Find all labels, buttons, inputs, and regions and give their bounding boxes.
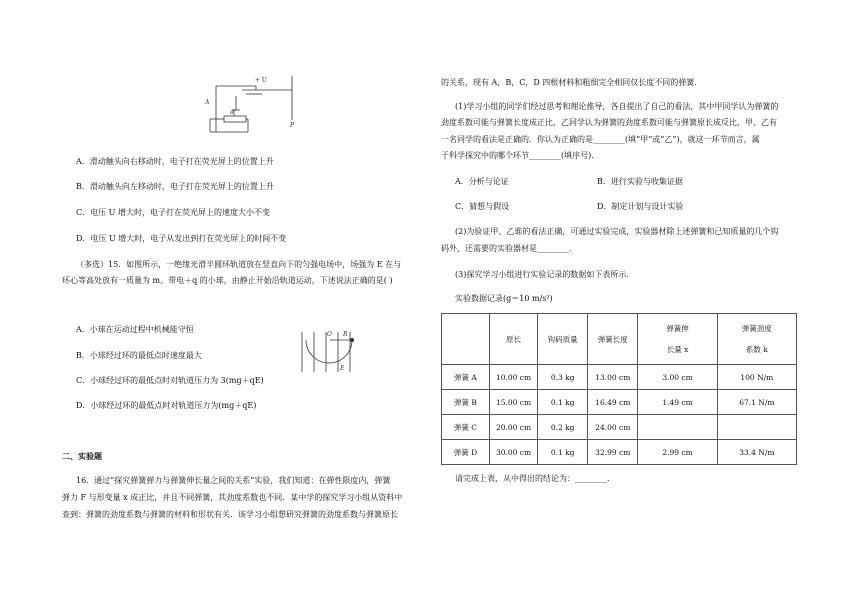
q15-stem-line1: （多选）15．如图所示，一绝缘光滑半圆环轨道放在竖直向下的匀强电场中，场强为 E 在与: [76, 260, 402, 269]
table-header-stiffness-line1: 弹簧劲度: [741, 324, 772, 333]
table-title: 实验数据记录(g＝10 m/s²): [455, 294, 553, 303]
ring-label-o: O: [327, 331, 332, 338]
q14-option-c: C．电压 U 增大时，电子打在荧光屏上的速度大小不变: [76, 208, 270, 217]
row-stiffness: 100 N/m: [717, 365, 796, 390]
row-extension: [638, 415, 717, 440]
table-row: [442, 440, 797, 465]
row-stiffness: 33.4 N/m: [717, 440, 796, 465]
q14-option-d: D．电压 U 增大时，电子从发出到打在荧光屏上的时间不变: [76, 234, 287, 243]
table-header-extension: [638, 314, 717, 365]
q16-option-a: A．分析与论证: [455, 177, 509, 186]
row-spring-length: 32.99 cm: [588, 440, 638, 465]
row-extension: 3.00 cm: [638, 365, 717, 390]
row-hook-mass: 0.2 kg: [538, 415, 588, 440]
q15-option-c: C．小球经过环的最低点时对轨道压力为 3(mg＋qE): [76, 376, 264, 385]
table-header-stiffness-line2: 系数 k: [745, 345, 768, 354]
table-header-spring-length: 弹簧长度: [588, 314, 638, 365]
row-hook-mass: 0.3 kg: [538, 365, 588, 390]
q16-part1-line4: 于科学探究中的哪个环节________(填序号)．: [441, 151, 600, 160]
table-header-extension-line2: 长量 x: [666, 345, 689, 354]
data-table: [441, 313, 797, 465]
row-spring-length: 24.00 cm: [588, 415, 638, 440]
row-spring-length: 13.00 cm: [588, 365, 638, 390]
q16-part1-line3: 一名同学的看法是正确的．你认为正确的是________(填“甲”或“乙”)，就这一环节而言，属: [441, 135, 760, 144]
row-name: 弹簧 C: [442, 415, 490, 440]
q15-option-b: B．小球经过环的最低点时速度最大: [76, 351, 202, 360]
row-original-length: 30.00 cm: [489, 440, 537, 465]
row-name: 弹簧 B: [442, 390, 490, 415]
table-row: [442, 365, 797, 390]
row-stiffness: [717, 415, 796, 440]
table-row: [442, 390, 797, 415]
q16-line3: 查到：弹簧的劲度系数与弹簧的材料和形状有关．该学习小组想研究弹簧的劲度系数与弹簧原长: [62, 510, 398, 519]
q15-option-a: A．小球在运动过程中机械能守恒: [76, 325, 194, 334]
q16-part1-line2: 劲度系数可能与弹簧长度成正比，乙同学认为弹簧的劲度系数可能与弹簧原长成反比，甲、乙有: [441, 118, 777, 127]
table-conclusion: 请完成上表，从中得出的结论为：________．: [455, 474, 615, 483]
row-stiffness: 67.1 N/m: [717, 390, 796, 415]
circuit-diagram: [196, 70, 306, 142]
row-extension: 2.99 cm: [638, 440, 717, 465]
table-row: [442, 415, 797, 440]
q16-line1: 16．通过“探究弹簧弹力与弹簧伸长量之间的关系”实验，我们知道：在弹性限度内，弹簧: [76, 476, 391, 485]
ring-label-r: R: [343, 331, 348, 338]
table-header-hook-mass: 钩码质量: [538, 314, 588, 365]
q16-part2-line2: 码外，还需要的实验器材是________．: [441, 244, 577, 253]
row-extension: 1.49 cm: [638, 390, 717, 415]
table-header-blank: [442, 314, 490, 365]
q14-option-a: A．滑动触头向右移动时，电子打在荧光屏上的位置上升: [76, 157, 274, 166]
circuit-label-p: P: [290, 122, 295, 129]
table-header-original-length: 原长: [489, 314, 537, 365]
q16-part3-line: (3)探究学习小组进行实验记录的数据如下表所示．: [455, 270, 635, 279]
circuit-label-a: A: [205, 99, 210, 106]
q16-part2-line1: (2)为验证甲、乙谁的看法正确，可通过实验完成，实验器材除上述弹簧和已知质量的几个钩: [455, 227, 779, 236]
half-ring-diagram: [294, 324, 370, 376]
row-original-length: 15.00 cm: [489, 390, 537, 415]
section-title-experiment: 二、实验题: [62, 452, 102, 461]
row-original-length: 10.00 cm: [489, 365, 537, 390]
row-spring-length: 16.49 cm: [588, 390, 638, 415]
q16-continued-line: 的关系，现有 A，B，C，D 四根材料和粗细完全相同仅长度不同的弹簧．: [441, 78, 703, 87]
q16-line2: 弹力 F 与形变量 x 成正比，并且不同弹簧，其劲度系数也不同．某中学的探究学习小组从资料中: [62, 493, 403, 502]
row-name: 弹簧 D: [442, 440, 490, 465]
q15-option-d: D．小球经过环的最低点时对轨道压力为(mg＋qE): [76, 401, 257, 410]
q16-option-b: B．进行实验与收集证据: [597, 177, 683, 186]
circuit-label-r: R: [230, 110, 234, 116]
row-hook-mass: 0.1 kg: [538, 440, 588, 465]
table-header-row: [442, 314, 797, 365]
q16-part1-line1: (1)学习小组的同学们经过思考和理论推导，各自提出了自己的看法，其中甲同学认为弹簧的: [455, 102, 779, 111]
table-header-stiffness: [717, 314, 796, 365]
q16-option-c: C．猜想与假设: [455, 202, 510, 211]
q15-stem-line2: 环心等高处放有一质量为 m、带电＋q 的小球，由静止开始沿轨道运动，下述说法正确的是( ): [62, 276, 393, 285]
table-header-extension-line1: 弹簧伸: [666, 324, 689, 333]
q16-option-d: D．制定计划与设计实验: [597, 202, 684, 211]
row-original-length: 20.00 cm: [489, 415, 537, 440]
row-name: 弹簧 A: [442, 365, 490, 390]
q14-option-b: B．滑动触头向左移动时，电子打在荧光屏上的位置上升: [76, 182, 274, 191]
row-hook-mass: 0.1 kg: [538, 390, 588, 415]
ring-label-e: E: [340, 365, 345, 372]
circuit-label-u: + U: [255, 77, 267, 84]
